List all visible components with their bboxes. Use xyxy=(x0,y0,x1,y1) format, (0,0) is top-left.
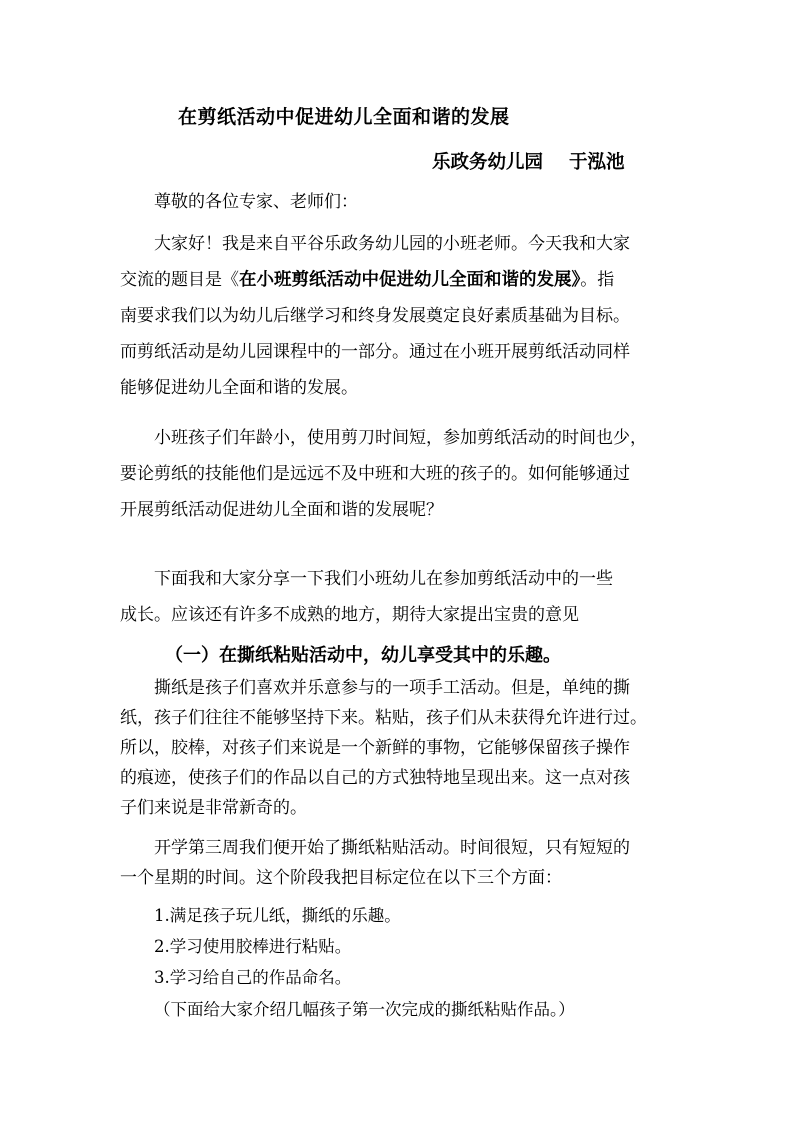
intro-line-2 xyxy=(120,262,680,298)
para2-line-1: 小班孩子们年龄小，使用剪刀时间短，参加剪纸活动的时间也少， xyxy=(154,428,647,448)
paragraph-3 xyxy=(120,561,680,633)
para4-line-5: 子们来说是非常新奇的。 xyxy=(120,798,307,818)
para4-line-1: 撕纸是孩子们喜欢并乐意参与的一项手工活动。但是，单纯的撕 xyxy=(154,678,630,698)
para4-line-2: 纸，孩子们往往不能够坚持下来。粘贴，孩子们从未获得允许进行过。 xyxy=(120,708,647,728)
goal-item-1: 1.满足孩子玩儿纸，撕纸的乐趣。 xyxy=(154,906,401,925)
paragraph-5 xyxy=(120,833,680,893)
byline-author: 于泓池 xyxy=(569,152,625,173)
intro-topic-title: 在小班剪纸活动中促进幼儿全面和谐的发展》 xyxy=(239,270,581,290)
para4-line-3: 所以，胶棒，对孩子们来说是一个新鲜的事物，它能够保留孩子操作 xyxy=(120,738,630,758)
goal-item-2: 2.学习使用胶棒进行粘贴。 xyxy=(154,937,352,956)
section-heading-1: （一）在撕纸粘贴活动中，幼儿享受其中的乐趣。 xyxy=(165,645,561,666)
goal-item-3: 3.学习给自己的作品命名。 xyxy=(154,968,352,987)
para2-line-3: 开展剪纸活动促进幼儿全面和谐的发展呢？ xyxy=(120,500,443,520)
intro-paragraph xyxy=(120,226,680,406)
intro-line-1: 大家好！我是来自平谷乐政务幼儿园的小班老师。今天我和大家 xyxy=(154,234,630,254)
para5-line-1: 开学第三周我们便开始了撕纸粘贴活动。时间很短，只有短短的 xyxy=(154,838,630,858)
para4-line-4: 的痕迹，使孩子们的作品以自己的方式独特地呈现出来。这一点对孩 xyxy=(120,768,630,788)
intro-line-2-post: 。指 xyxy=(580,270,615,290)
paragraph-4 xyxy=(120,673,680,823)
para5-line-2: 一个星期的时间。这个阶段我把目标定位在以下三个方面： xyxy=(120,868,562,888)
paragraph-2 xyxy=(120,420,680,528)
byline xyxy=(432,148,625,174)
greeting-paragraph xyxy=(120,184,680,220)
intro-line-3: 南要求我们以为幼儿后继学习和终身发展奠定良好素质基础为目标。 xyxy=(120,306,630,326)
para2-line-2: 要论剪纸的技能他们是远远不及中班和大班的孩子的。如何能够通过 xyxy=(120,464,630,484)
intro-line-4: 而剪纸活动是幼儿园课程中的一部分。通过在小班开展剪纸活动同样 xyxy=(120,342,630,362)
greeting-line: 尊敬的各位专家、老师们： xyxy=(154,192,358,212)
works-intro-note: （下面给大家介绍几幅孩子第一次完成的撕纸粘贴作品。） xyxy=(154,1000,575,1019)
para3-line-1: 下面我和大家分享一下我们小班幼儿在参加剪纸活动中的一些 xyxy=(154,569,613,589)
intro-line-2-pre: 交流的题目是《 xyxy=(120,270,239,290)
document-title: 在剪纸活动中促进幼儿全面和谐的发展 xyxy=(178,106,510,128)
intro-line-5: 能够促进幼儿全面和谐的发展。 xyxy=(120,378,358,398)
byline-school: 乐政务幼儿园 xyxy=(432,152,544,173)
para3-line-2: 成长。应该还有许多不成熟的地方，期待大家提出宝贵的意见 xyxy=(120,605,579,625)
